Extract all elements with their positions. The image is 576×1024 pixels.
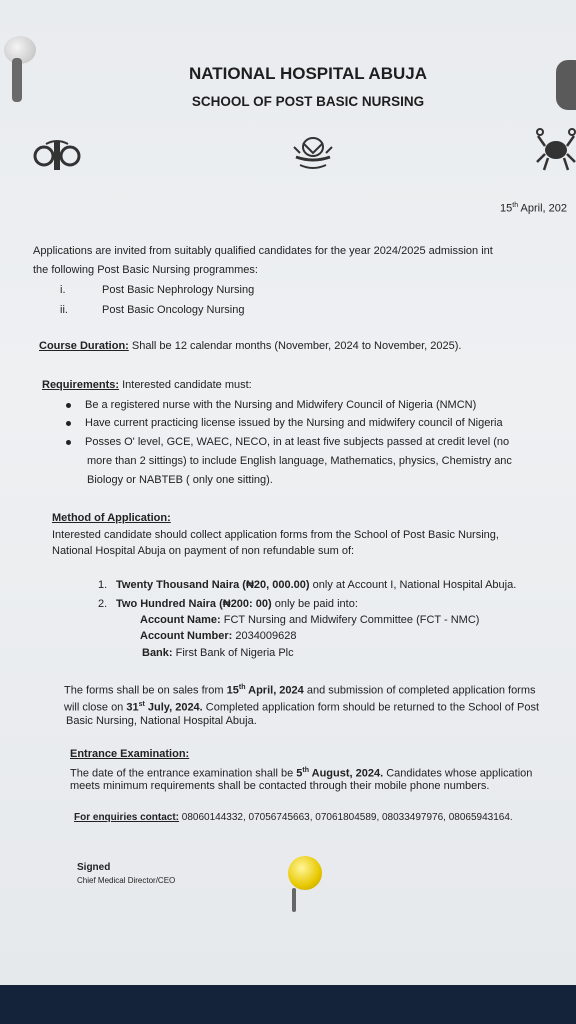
signatory-role: Chief Medical Director/CEO (77, 876, 176, 885)
sales-line-3: Basic Nursing, National Hospital Abuja. (66, 715, 257, 727)
crab-icon (536, 124, 576, 176)
intro-line-1: Applications are invited from suitably qualified candidates for the year 2024/2025 admission int (33, 245, 493, 257)
school-subtitle: SCHOOL OF POST BASIC NURSING (191, 94, 425, 109)
payment-item-2: 2. Two Hundred Naira (₦200: 00) only be paid into: (98, 598, 358, 610)
yellow-pushpin-icon (288, 856, 322, 890)
course-duration: Course Duration: Shall be 12 calendar months (November, 2024 to November, 2025). (39, 340, 462, 352)
signed-label: Signed (77, 862, 111, 873)
exam-line-1: The date of the entrance examination shall be 5th August, 2024. Candidates whose application (70, 767, 533, 780)
account-name: Account Name: FCT Nursing and Midwifery Committee (FCT - NMC) (140, 614, 480, 626)
requirement-item: Posses O' level, GCE, WAEC, NECO, in at least five subjects passed at credit level (no (66, 433, 509, 452)
letter-date: 15th April, 202 (500, 202, 568, 215)
sales-line-1: The forms shall be on sales from 15th April, 2024 and submission of completed application forms (64, 684, 536, 697)
enquiries: For enquiries contact: 08060144332, 07056745663, 07061804589, 08033497976, 08065943164. (74, 812, 513, 823)
bank-name: Bank: First Bank of Nigeria Plc (142, 647, 294, 659)
programme-item: ii. Post Basic Oncology Nursing (60, 304, 245, 316)
coat-of-arms-icon (290, 133, 336, 173)
pushpin-stem (292, 888, 296, 912)
exam-line-2: meets minimum requirements shall be contacted through their mobile phone numbers. (70, 780, 490, 792)
intro-line-2: the following Post Basic Nursing programmes: (33, 264, 258, 276)
account-number: Account Number: 2034009628 (140, 630, 297, 642)
sales-line-2: will close on 31st July, 2024. Completed application form should be returned to the School of Post (64, 701, 540, 714)
requirement-item: Be a registered nurse with the Nursing and Midwifery Council of Nigeria (NMCN) (66, 396, 476, 415)
hospital-emblem-icon (32, 138, 82, 174)
requirement-item: Have current practicing license issued by the Nursing and midwifery council of Nigeria (66, 414, 503, 433)
requirement-item-cont: more than 2 sittings) to include English language, Mathematics, physics, Chemistry anc (87, 455, 512, 467)
exam-heading: Entrance Examination: (70, 748, 190, 760)
requirement-item-cont: Biology or NABTEB ( only one sitting). (87, 474, 273, 486)
requirements-heading: Requirements: Interested candidate must: (42, 379, 252, 391)
programme-item: i. Post Basic Nephrology Nursing (60, 284, 255, 296)
method-line-2: National Hospital Abuja on payment of non refundable sum of: (52, 545, 355, 557)
background-strip (0, 985, 576, 1024)
hospital-title: NATIONAL HOSPITAL ABUJA (188, 64, 427, 83)
method-heading: Method of Application: (52, 512, 171, 524)
method-line-1: Interested candidate should collect application forms from the School of Post Basic Nursing, (52, 529, 499, 541)
payment-item-1: 1. Twenty Thousand Naira (₦20, 000.00) only at Account I, National Hospital Abuja. (98, 579, 517, 591)
